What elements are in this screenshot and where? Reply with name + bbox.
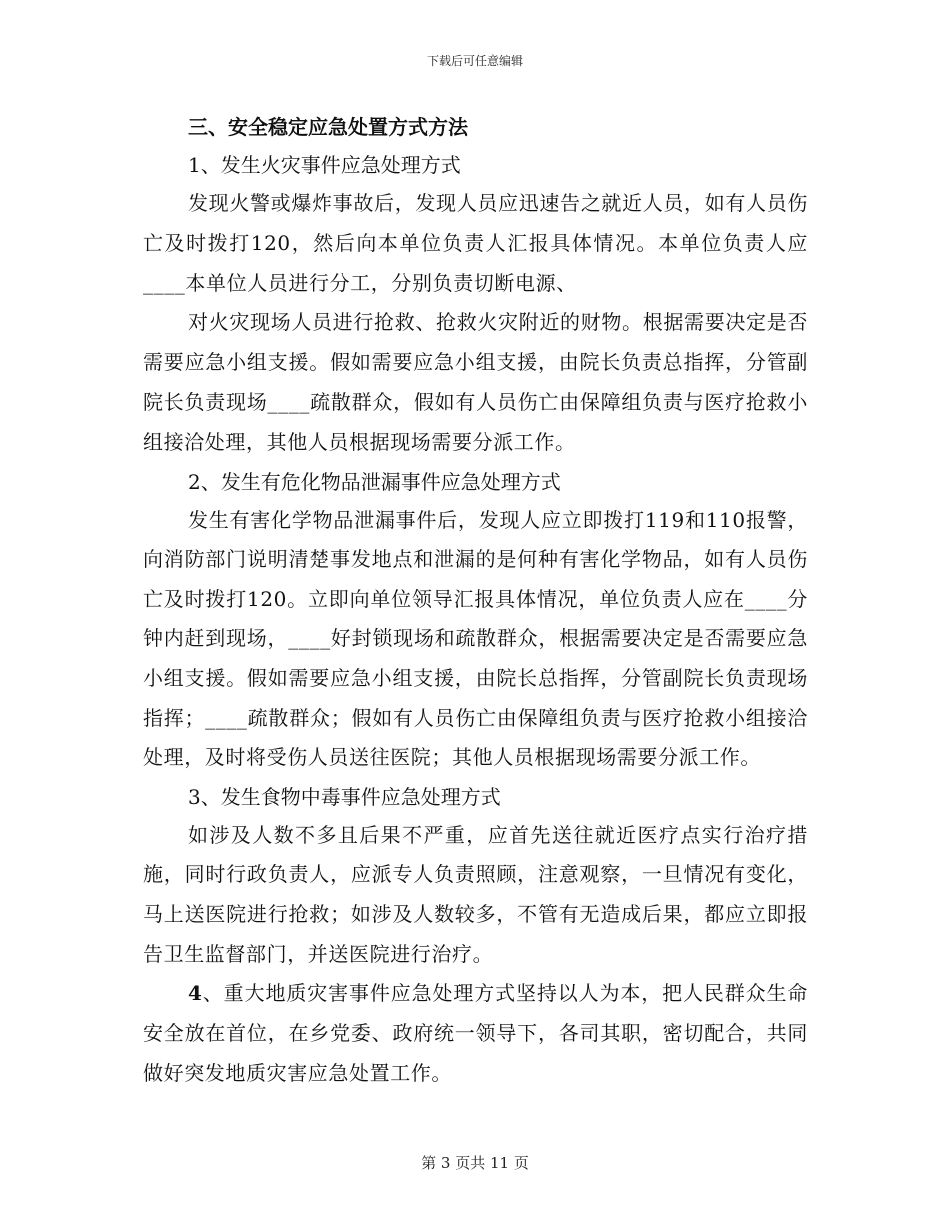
item-1-paragraph-2: 对火灾现场人员进行抢救、抢救火灾附近的财物。根据需要决定是否需要应急小组支援。假如需要应急小组支援，由院长负责总指挥，分管副院长负责现场____疏散群众，假如有人员伤亡由保障组负责与医疗抢救小组接洽处理，其他人员根据现场需要分派工作。 xyxy=(143,310,808,454)
page-number: 第 3 页共 11 页 xyxy=(421,1154,529,1172)
header-note: 下载后可任意编辑 xyxy=(426,54,523,68)
item-1-heading: 1、发生火灾事件应急处理方式 xyxy=(188,153,461,177)
item-3-paragraph-1: 如涉及人数不多且后果不严重，应首先送往就近医疗点实行治疗措施，同时行政负责人，应派专人负责照顾，注意观察，一旦情况有变化，马上送医院进行抢救；如涉及人数较多，不管有无造成后果，都应立即报告卫生监督部门，并送医院进行治疗。 xyxy=(143,822,808,966)
item-3-heading: 3、发生食物中毒事件应急处理方式 xyxy=(188,784,501,809)
document-body xyxy=(143,108,808,1094)
item-4-number: 4 xyxy=(188,981,203,1006)
item-2-heading: 2、发生有危化物品泄漏事件应急处理方式 xyxy=(188,469,561,494)
item-4-text: 、重大地质灾害事件应急处理方式坚持以人为本，把人民群众生命安全放在首位，在乡党委、政府统一领导下，各司其职，密切配合，共同做好突发地质灾害应急处置工作。 xyxy=(143,981,808,1085)
item-4-paragraph xyxy=(143,974,808,1093)
section-title: 三、安全稳定应急处置方式方法 xyxy=(188,115,468,139)
item-1-paragraph-1: 发现火警或爆炸事故后，发现人员应迅速告之就近人员，如有人员伤亡及时拨打120，然后向本单位负责人汇报具体情况。本单位负责人应____本单位人员进行分工，分别负责切断电源、 xyxy=(143,191,808,295)
item-2-paragraph-1: 发生有害化学物品泄漏事件后，发现人应立即拨打119和110报警，向消防部门说明清楚事发地点和泄漏的是何种有害化学物品，如有人员伤亡及时拨打120。立即向单位领导汇报具体情况，单位负责人应在____分钟内赶到现场，____好封锁现场和疏散群众，根据需要决定是否需要应急小组支援。假如需要应急小组支援，由院长总指挥，分管副院长负责现场指挥；____疏散群众；假如有人员伤亡由保障组负责与医疗抢救小组接洽处理，及时将受伤人员送往医院；其他人员根据现场需要分派工作。 xyxy=(143,507,808,770)
